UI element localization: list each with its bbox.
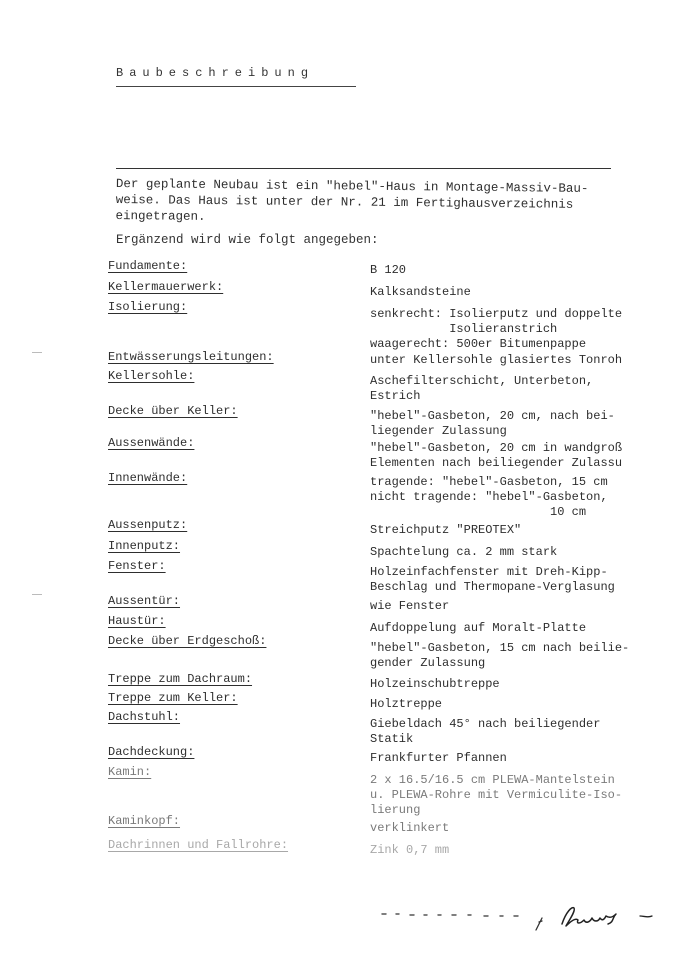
document-title: Baubeschreibung bbox=[116, 66, 315, 80]
item-value-aussenputz: Streichputz "PREOTEX" bbox=[370, 523, 522, 537]
intro-line: eingetragen. bbox=[115, 208, 206, 224]
item-label-kellermauerwerk: Kellermauerwerk: bbox=[108, 280, 224, 294]
item-label-dachdeckung: Dachdeckung: bbox=[108, 745, 195, 759]
item-value-innenwaende: tragende: "hebel"-Gasbeton, 15 cm nicht tragende: "hebel"-Gasbeton, 10 cm bbox=[370, 475, 608, 519]
item-value-treppe-keller: Holztreppe bbox=[370, 697, 443, 711]
scan-mark bbox=[32, 594, 42, 595]
item-label-kamin: Kamin: bbox=[108, 765, 152, 779]
item-value-innenputz: Spachtelung ca. 2 mm stark bbox=[370, 545, 558, 559]
item-label-fundamente: Fundamente: bbox=[108, 259, 188, 273]
item-label-dachrinnen: Dachrinnen und Fallrohre: bbox=[108, 838, 289, 852]
item-value-treppe-dachraum: Holzeinschubtreppe bbox=[370, 677, 500, 691]
item-value-decke-erdgeschoss: "hebel"-Gasbeton, 15 cm nach beilie- gender Zulassung bbox=[370, 641, 630, 670]
item-value-kaminkopf: verklinkert bbox=[370, 821, 450, 835]
item-label-innenputz: Innenputz: bbox=[108, 539, 181, 553]
handwritten-signature bbox=[376, 900, 666, 940]
item-label-treppe-dachraum: Treppe zum Dachraum: bbox=[108, 672, 253, 686]
item-label-aussenputz: Aussenputz: bbox=[108, 518, 188, 532]
item-value-fenster: Holzeinfachfenster mit Dreh-Kipp- Beschlag und Thermopane-Verglasung bbox=[370, 565, 615, 594]
item-value-decke-keller: "hebel"-Gasbeton, 20 cm, nach bei- liegender Zulassung bbox=[370, 409, 615, 438]
item-value-aussentuer: wie Fenster bbox=[370, 599, 450, 613]
item-value-kamin: 2 x 16.5/16.5 cm PLEWA-Mantelstein u. PLEWA-Rohre mit Vermiculite-Iso- lierung bbox=[370, 773, 623, 817]
intro-line: weise. Das Haus ist unter der Nr. 21 im Fertighausverzeichnis bbox=[115, 192, 574, 212]
item-value-fundamente: B 120 bbox=[370, 263, 407, 277]
item-value-entwaesserung: unter Kellersohle glasiertes Tonroh bbox=[370, 353, 623, 367]
item-label-innenwaende: Innenwände: bbox=[108, 471, 188, 485]
item-label-kaminkopf: Kaminkopf: bbox=[108, 814, 181, 828]
intro-paragraph bbox=[115, 176, 635, 229]
intro-line: Der geplante Neubau ist ein "hebel"-Haus in Montage-Massiv-Bau- bbox=[115, 176, 589, 196]
item-label-decke-keller: Decke über Keller: bbox=[108, 404, 238, 418]
item-label-isolierung: Isolierung: bbox=[108, 300, 188, 314]
item-value-dachdeckung: Frankfurter Pfannen bbox=[370, 751, 507, 765]
item-label-haustuer: Haustür: bbox=[108, 614, 166, 628]
item-label-kellersohle: Kellersohle: bbox=[108, 369, 195, 383]
item-value-isolierung: senkrecht: Isolierputz und doppelte Isolieranstrich waagerecht: 500er Bitumenpappe bbox=[370, 307, 623, 351]
item-value-dachrinnen: Zink 0,7 mm bbox=[370, 843, 450, 857]
item-value-kellermauerwerk: Kalksandsteine bbox=[370, 285, 471, 299]
title-underline bbox=[116, 86, 356, 87]
item-label-aussentuer: Aussentür: bbox=[108, 594, 181, 608]
item-label-fenster: Fenster: bbox=[108, 559, 166, 573]
item-value-dachstuhl: Giebeldach 45° nach beiliegender Statik bbox=[370, 717, 601, 746]
item-label-dachstuhl: Dachstuhl: bbox=[108, 710, 181, 724]
lead-sentence: Ergänzend wird wie folgt angegeben: bbox=[116, 233, 379, 247]
item-label-decke-erdgeschoss: Decke über Erdgeschoß: bbox=[108, 634, 267, 648]
scan-mark bbox=[32, 352, 42, 353]
item-label-treppe-keller: Treppe zum Keller: bbox=[108, 691, 238, 705]
horizontal-rule bbox=[116, 168, 611, 169]
item-value-kellersohle: Aschefilterschicht, Unterbeton, Estrich bbox=[370, 374, 594, 403]
item-label-entwaesserung: Entwässerungsleitungen: bbox=[108, 350, 274, 364]
item-value-aussenwaende: "hebel"-Gasbeton, 20 cm in wandgroß Elementen nach beiliegender Zulassu bbox=[370, 441, 623, 470]
item-value-haustuer: Aufdoppelung auf Moralt-Platte bbox=[370, 621, 587, 635]
item-label-aussenwaende: Aussenwände: bbox=[108, 436, 195, 450]
